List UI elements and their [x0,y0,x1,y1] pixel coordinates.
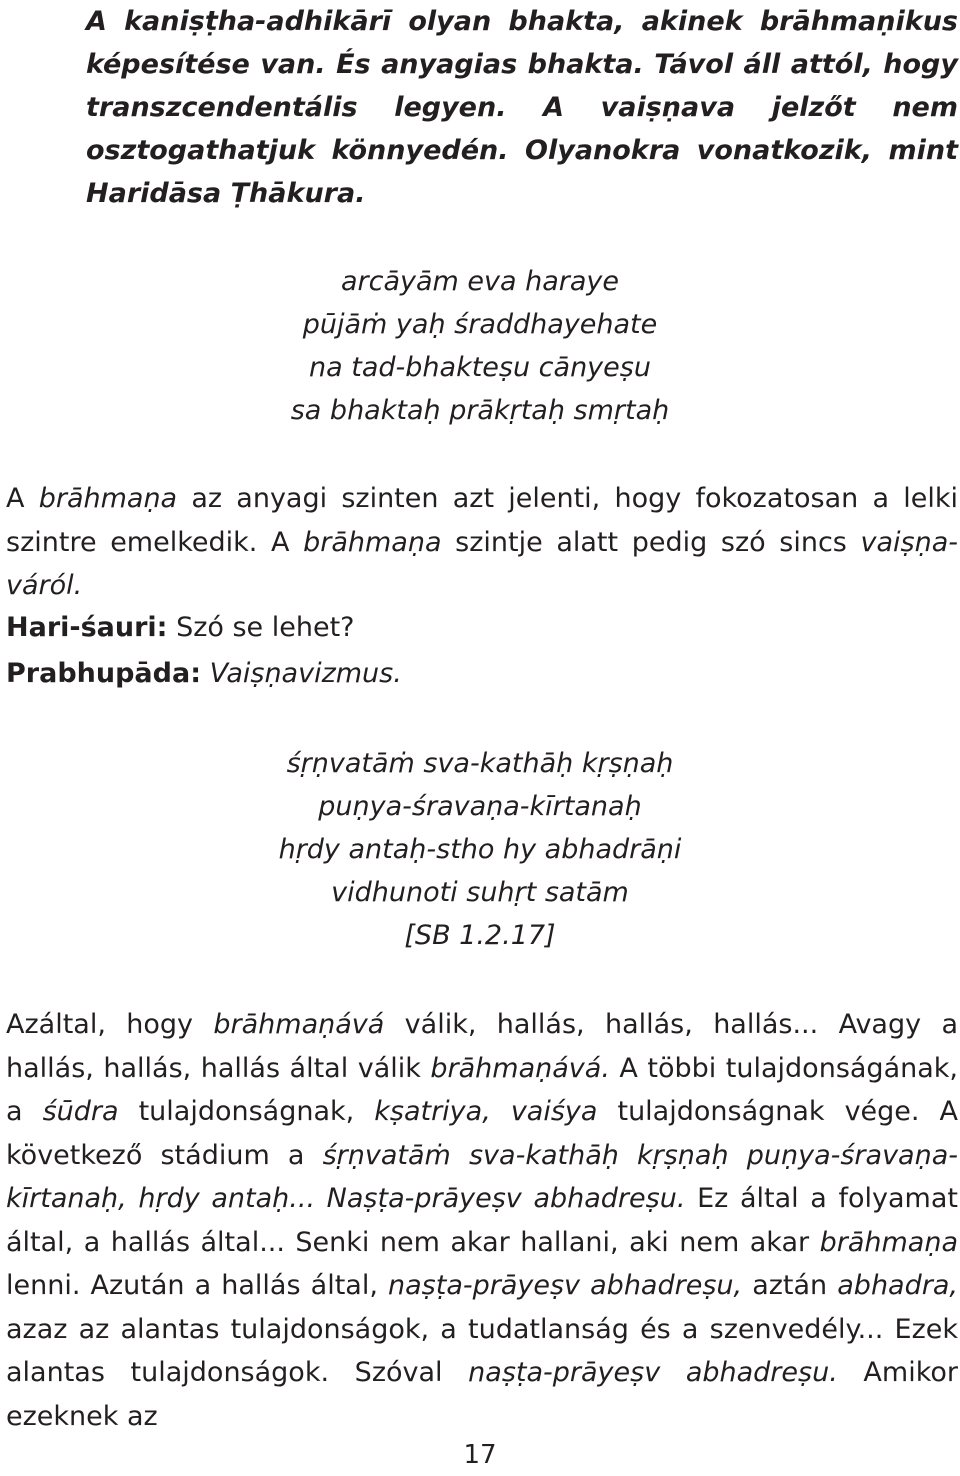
speaker-name: Hari-śauri: [6,612,168,643]
text-run: Ez által a folyamat által, a hallás által... Senki nem akar hallani, aki nem akar [6,1183,958,1258]
italic-term: brāhmaṇa [38,483,178,514]
dialog-line-prabhupada [6,652,958,695]
verse-line: pūjāṁ yaḥ śraddhayehate [302,309,658,340]
italic-term: brāhmaṇa [303,526,442,558]
verse-line: arcāyām eva haraye [340,266,620,297]
text-run: A többi tulajdonságának, a [6,1052,958,1127]
italic-term: vaiṣṇaváról. [6,526,958,601]
dialog-line-hari-sauri [6,606,958,649]
italic-term: abhadra, [837,1270,958,1301]
text-run: lenni. Azután a hallás által, [6,1270,389,1301]
italic-term: brāhmaṇa [819,1226,958,1258]
text-run: szintje alatt pedig szó sincs [441,526,861,558]
verse-reference: [SB 1.2.17] [404,920,556,951]
dialog-text: Szó se lehet? [167,612,355,643]
italic-term: kṣatriya, vaiśya [374,1096,598,1127]
verse-line: puṇya-śravaṇa-kīrtanaḥ [318,791,642,822]
text-run: A [6,483,39,514]
text-run: azaz az alantas tulajdonságok, a tudatlanság és a szenvedély... Ezek alantas tulajdonságok. Szóval [6,1313,958,1388]
verse-block-1 [0,260,960,432]
text-run: aztán [742,1270,838,1301]
verse-line: vidhunoti suhṛt satām [331,877,629,908]
verse-line: hṛdy antaḥ-stho hy abhadrāṇi [278,834,682,865]
italic-term: naṣṭa-prāyeṣv abhadreṣu. [468,1357,838,1388]
body-paragraph-1 [6,477,958,608]
text-run: tulajdonságnak, [118,1096,375,1127]
verse-line: sa bhaktaḥ prākṛtaḥ smṛtaḥ [290,395,670,426]
dialog-text: Vaiṣṇavizmus. [201,658,402,689]
text-run: válik, hallás, hallás, hallás... Avagy a hallás, hallás, hallás által válik [6,1009,958,1084]
verse-line: na tad-bhakteṣu cānyeṣu [309,352,651,383]
italic-term: brāhmaṇává. [430,1052,610,1084]
text-run: az anyagi szinten azt jelenti, hogy fokozatosan a lelki szintre emelkedik. A [6,483,958,558]
text-run: tulajdonságnak vége. A következő stádium a [6,1096,958,1171]
italic-term: śṛṇvatāṁ sva-kathāḥ kṛṣṇaḥ puṇya-śravaṇa-kīrtanaḥ, hṛdy antaḥ... Naṣṭa-prāyeṣv abhadreṣu. [6,1139,958,1214]
text-run: Amikor ezeknek az [6,1357,958,1432]
speaker-name: Prabhupāda: [6,658,201,689]
page-number: 17 [463,1440,497,1470]
body-paragraph-2 [6,1003,958,1438]
verse-line: śṛṇvatāṁ sva-kathāḥ kṛṣṇaḥ [286,748,674,779]
italic-term: śūdra [42,1096,119,1127]
italic-term: brāhmaṇává [213,1009,385,1040]
text-run: Azáltal, hogy [6,1009,214,1040]
intro-paragraph: A kaniṣṭha-adhikārī olyan bhakta, akinek brāhmaṇikus képesítése van. És anyagias bhakta. Távol áll attól, hogy transzcendentális legyen. A vaiṣṇava jelzőt nem osztogathatjuk könnyedén. Olyanokra vonatkozik, mint Haridāsa Ṭhākura. [86,6,958,209]
italic-term: naṣṭa-prāyeṣv abhadreṣu, [388,1270,743,1301]
verse-block-2 [0,742,960,957]
